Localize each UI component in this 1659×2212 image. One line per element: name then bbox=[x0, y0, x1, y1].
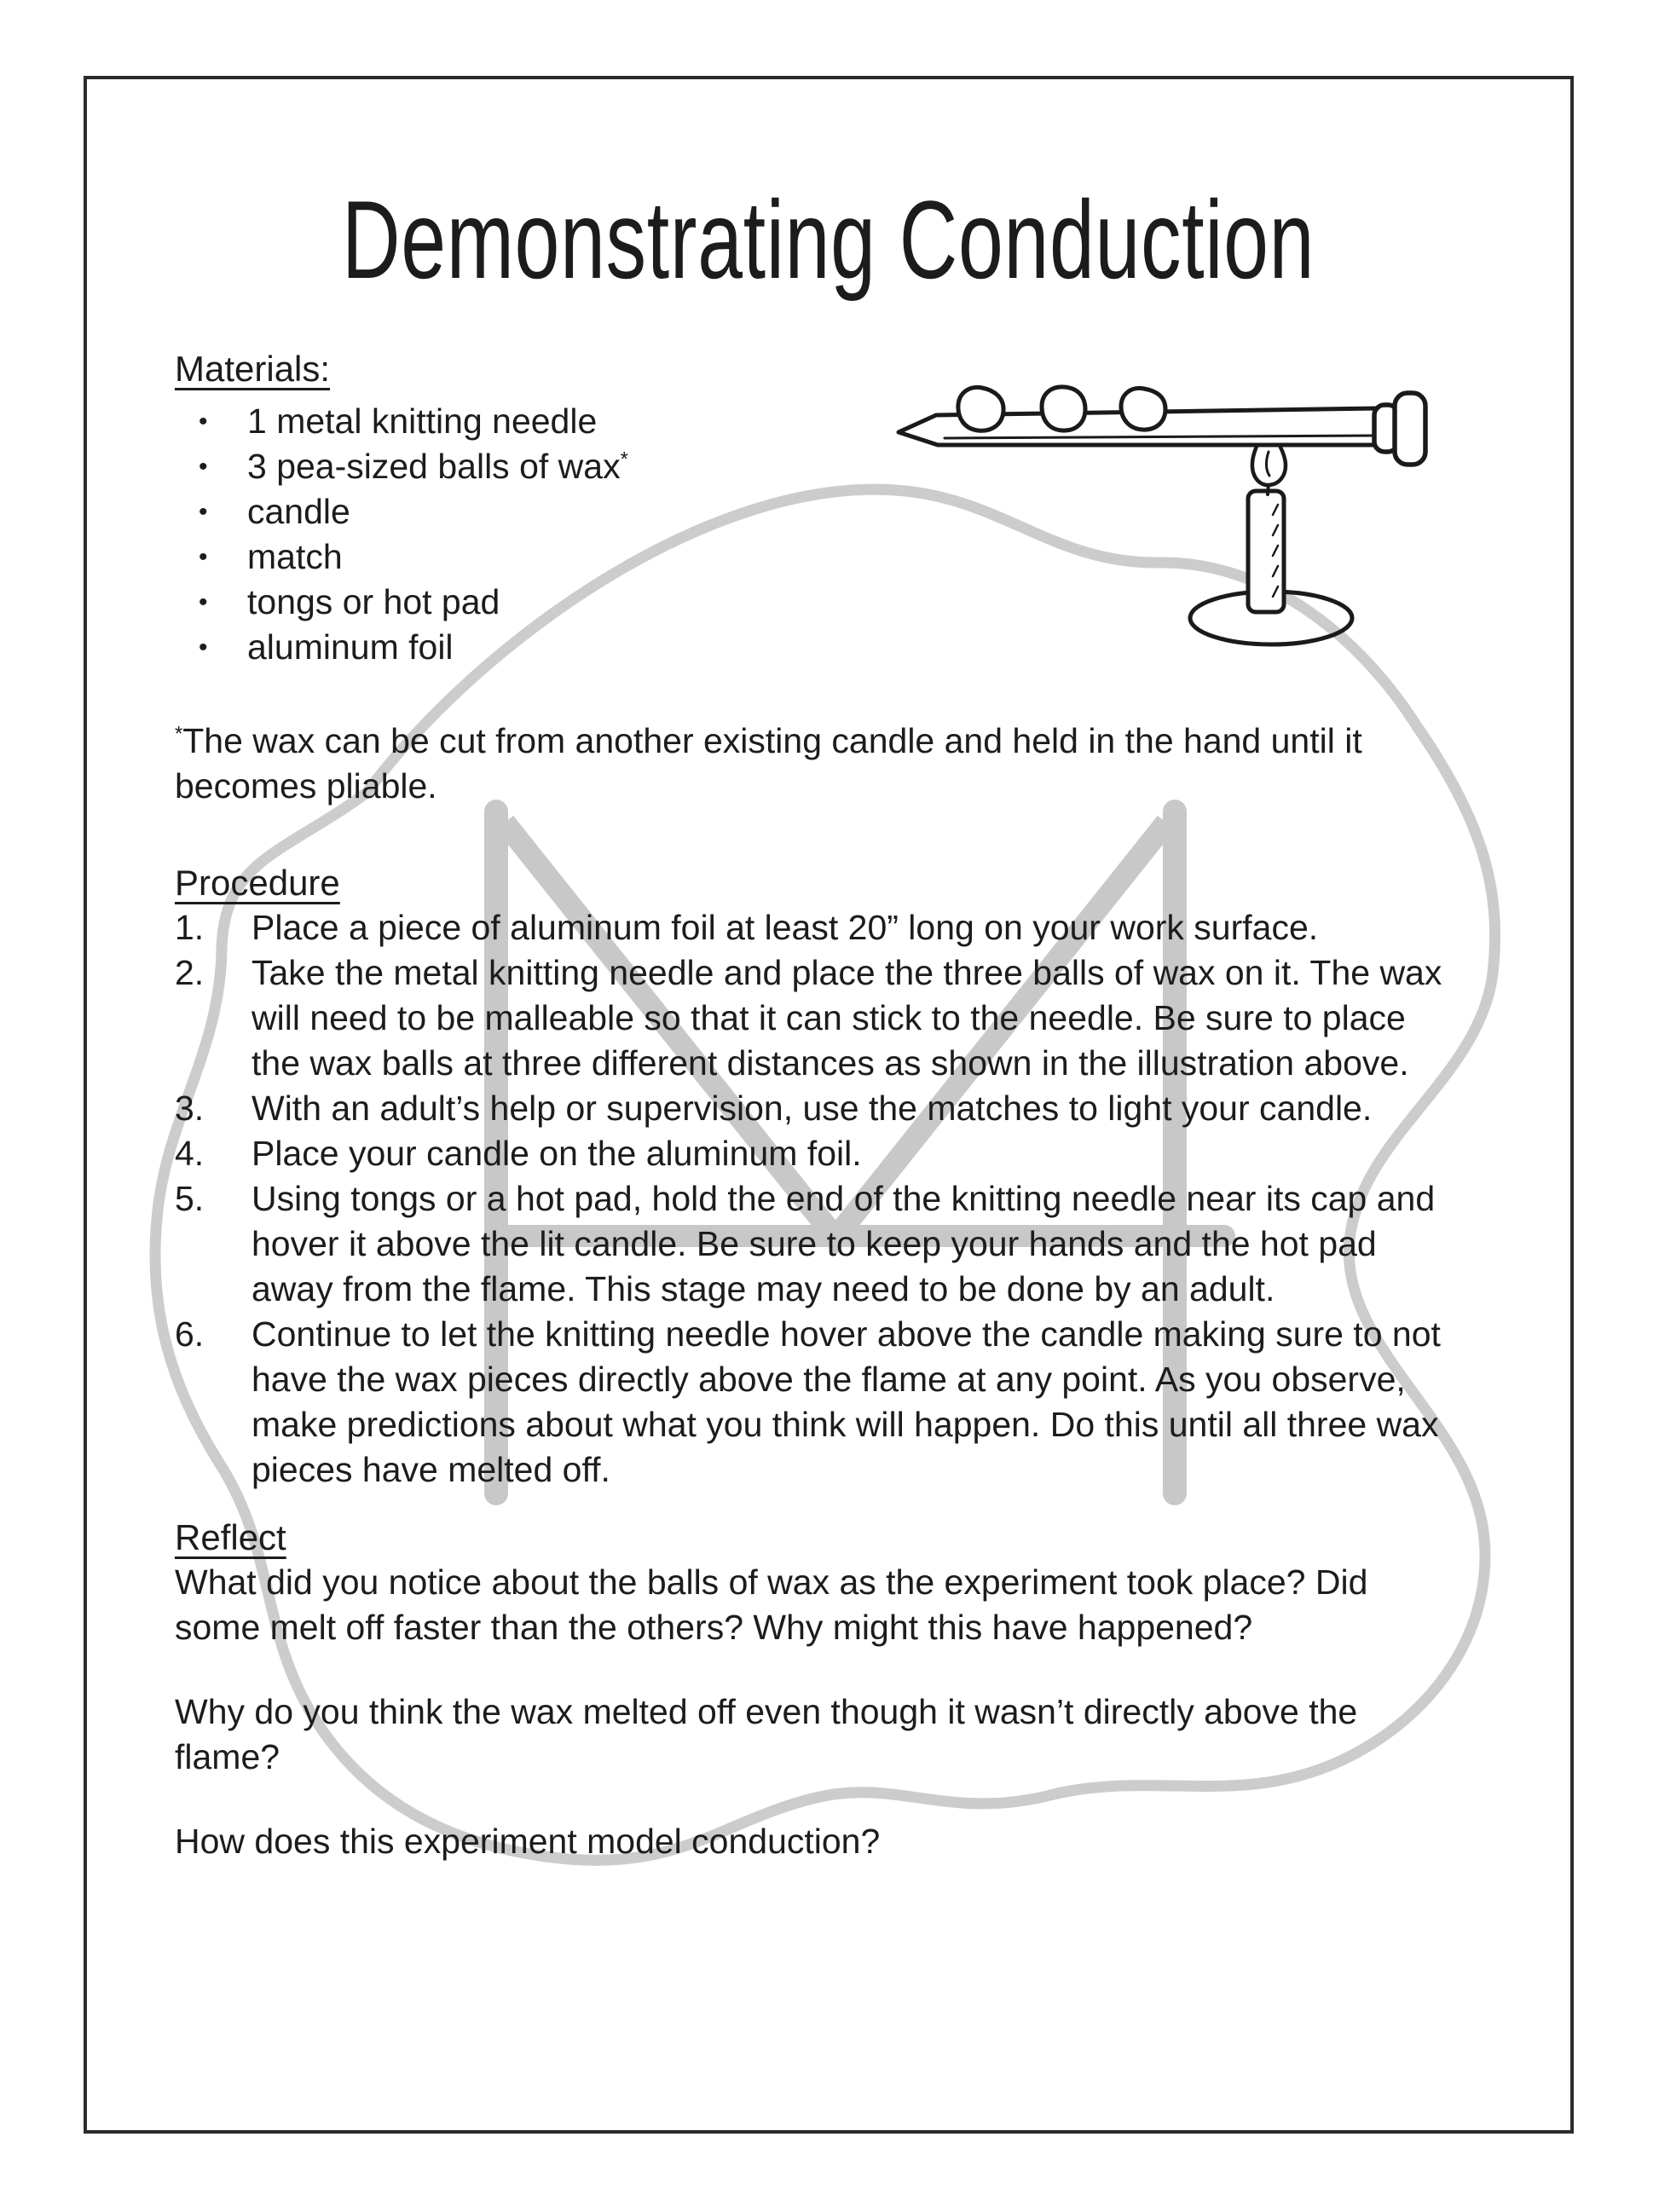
reflect-question: Why do you think the wax melted off even though it wasn’t directly above the flame? bbox=[175, 1692, 1358, 1776]
procedure-step bbox=[175, 1176, 1445, 1312]
step-number: 4. bbox=[175, 1134, 205, 1173]
list-item bbox=[175, 580, 1445, 625]
reflect-question: How does this experiment model conduction? bbox=[175, 1822, 881, 1861]
list-item bbox=[175, 489, 1445, 534]
worksheet-content bbox=[84, 76, 1574, 1864]
procedure-step bbox=[175, 1312, 1445, 1493]
step-text: Take the metal knitting needle and place the three balls of wax on it. The wax will need to be malleable so that it can stick to the needle. Be sure to place the wax balls at three different distances as shown in the illustration above. bbox=[251, 953, 1442, 1083]
material-text: 3 pea-sized balls of wax* bbox=[247, 447, 628, 486]
reflect-question: What did you notice about the balls of wax as the experiment took place? Did some melt off faster than the others? Why might this have happened? bbox=[175, 1562, 1368, 1647]
step-text: Using tongs or a hot pad, hold the end of the knitting needle near its cap and hover it above the lit candle. Be sure to keep your hands and the hot pad away from the flame. This stage may need to be done by an adult. bbox=[251, 1179, 1436, 1308]
material-text: tongs or hot pad bbox=[247, 582, 500, 621]
footnote-asterisk: * bbox=[175, 722, 183, 746]
procedure-step bbox=[175, 1131, 1445, 1176]
materials-section bbox=[175, 346, 1445, 670]
step-number: 2. bbox=[175, 953, 205, 992]
procedure-step bbox=[175, 950, 1445, 1086]
reflect-heading: Reflect bbox=[175, 1517, 286, 1557]
materials-heading: Materials: bbox=[175, 349, 331, 389]
list-item bbox=[175, 399, 1445, 444]
procedure-steps bbox=[175, 905, 1445, 1493]
step-number: 1. bbox=[175, 908, 205, 947]
bullet-icon: • bbox=[199, 543, 208, 571]
bullet-icon: • bbox=[199, 498, 208, 526]
bullet-icon: • bbox=[199, 588, 208, 616]
material-text: candle bbox=[247, 492, 350, 531]
procedure-heading: Procedure bbox=[175, 863, 340, 903]
step-text: With an adult’s help or supervision, use the matches to light your candle. bbox=[251, 1089, 1373, 1128]
materials-list bbox=[175, 399, 1445, 670]
footnote-text: The wax can be cut from another existing candle and held in the hand until it becomes pliable. bbox=[175, 721, 1362, 806]
reflect-section bbox=[175, 1515, 1445, 1864]
step-text: Place a piece of aluminum foil at least 20” long on your work surface. bbox=[251, 908, 1319, 947]
page-title: Demonstrating Conduction bbox=[342, 177, 1315, 302]
material-text: 1 metal knitting needle bbox=[247, 401, 598, 441]
procedure-step bbox=[175, 1086, 1445, 1131]
list-item bbox=[175, 534, 1445, 580]
footnote bbox=[175, 719, 1445, 809]
material-text: aluminum foil bbox=[247, 627, 454, 667]
bullet-icon: • bbox=[199, 633, 208, 661]
material-text: match bbox=[247, 537, 343, 576]
step-text: Continue to let the knitting needle hover above the candle making sure to not have the wax pieces directly above the flame at any point. As you observe, make predictions about what you think will happen. Do this until all three wax pieces have melted off. bbox=[251, 1314, 1441, 1489]
step-number: 3. bbox=[175, 1089, 205, 1128]
bullet-icon: • bbox=[199, 453, 208, 481]
bullet-icon: • bbox=[199, 407, 208, 436]
procedure-step bbox=[175, 905, 1445, 950]
step-text: Place your candle on the aluminum foil. bbox=[251, 1134, 862, 1173]
list-item bbox=[175, 444, 1445, 489]
list-item bbox=[175, 625, 1445, 670]
procedure-section bbox=[175, 860, 1445, 1493]
step-number: 5. bbox=[175, 1179, 205, 1218]
step-number: 6. bbox=[175, 1314, 205, 1354]
